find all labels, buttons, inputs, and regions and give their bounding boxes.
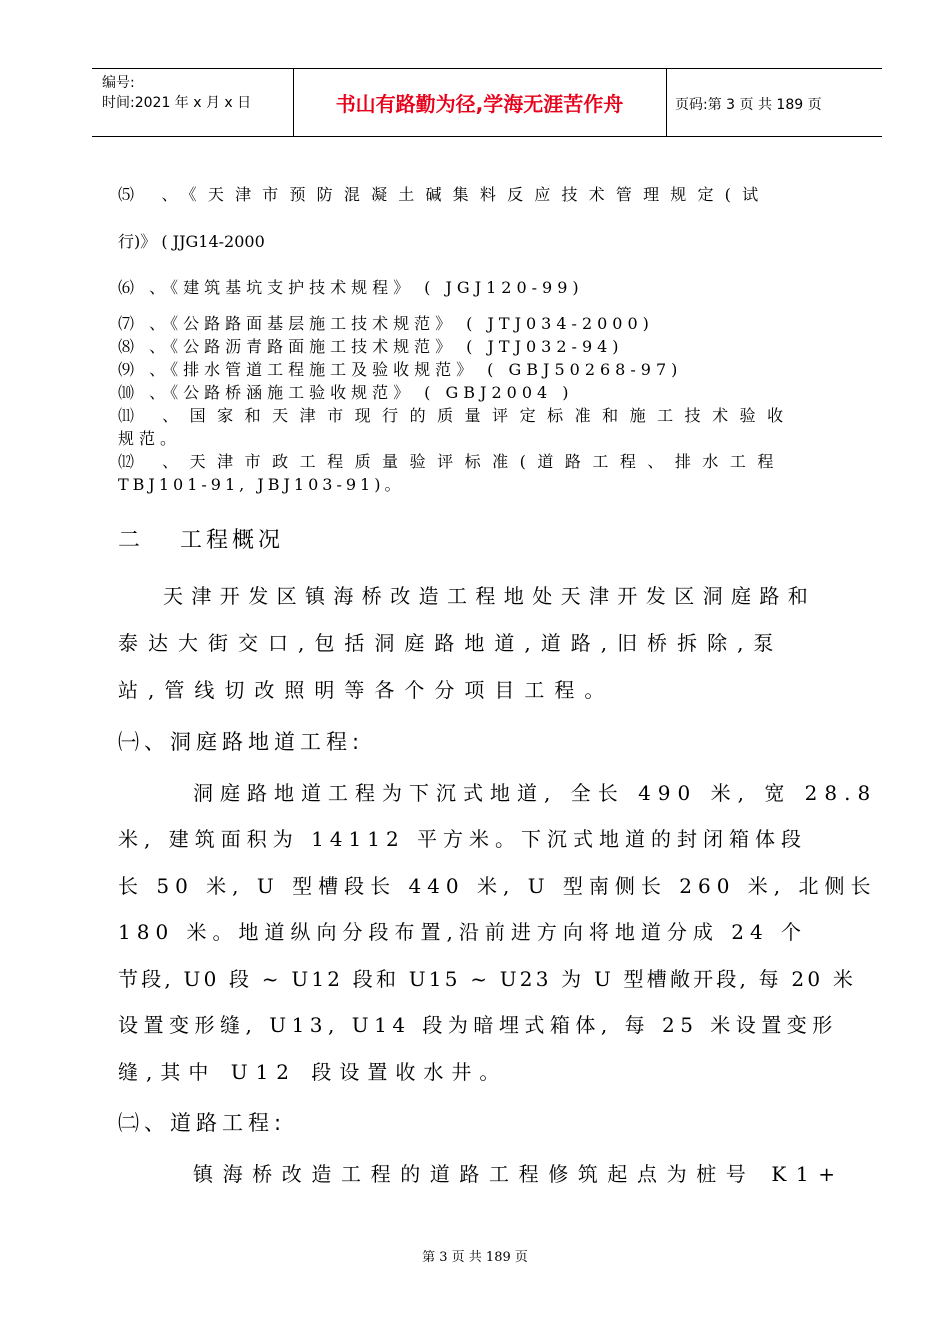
reference-10: ⑽ 、《公路桥涵施工验收规范》 ( GBJ2004 ) (118, 383, 574, 402)
sub1-line-7: 缝,其中 U12 段设置收水井。 (118, 1060, 508, 1084)
sub1-line-6: 设置变形缝, U13, U14 段为暗埋式箱体, 每 25 米设置变形 (118, 1013, 838, 1037)
sub1-line-1: 洞庭路地道工程为下沉式地道, 全长 490 米, 宽 28.8 (193, 781, 878, 805)
time-label: 时间:2021 年 x 月 x 日 (102, 95, 252, 111)
serial-label: 编号: (102, 75, 135, 91)
reference-7: ⑺ 、《公路路面基层施工技术规范》 ( JTJ034-2000) (118, 314, 654, 333)
subsection-2-title: ㈡、道路工程: (118, 1111, 287, 1135)
header-bottom-rule (92, 136, 882, 137)
section-title: 工程概况 (180, 528, 285, 553)
header-divider-right (666, 68, 667, 136)
header-motto: 书山有路勤为径,学海无涯苦作舟 (335, 92, 624, 116)
intro-line-3: 站,管线切改照明等各个分项目工程。 (118, 678, 615, 702)
page-footer: 第 3 页 共 189 页 (422, 1250, 528, 1265)
sub1-line-2: 米, 建筑面积为 14112 平方米。下沉式地道的封闭箱体段 (118, 827, 808, 851)
reference-5-line1: ⑸ 、《天津市预防混凝土碱集料反应技术管理规定(试 (118, 185, 770, 204)
sub1-line-4: 180 米。地道纵向分段布置,沿前进方向将地道分成 24 个 (118, 920, 808, 944)
header-top-rule (92, 68, 882, 69)
reference-6: ⑹ 、《建筑基坑支护技术规程》 ( JGJ120-99) (118, 278, 584, 297)
sub2-line-1: 镇海桥改造工程的道路工程修筑起点为桩号 K1+ (193, 1162, 845, 1186)
reference-5-line2: 行)》 ( JJG14-2000 (118, 232, 265, 251)
section-number: 二 (118, 528, 141, 553)
intro-line-1: 天津开发区镇海桥改造工程地处天津开发区洞庭路和 (163, 584, 817, 608)
intro-line-2: 泰达大街交口,包括洞庭路地道,道路,旧桥拆除,泵 (118, 631, 784, 655)
reference-9: ⑼ 、《排水管道工程施工及验收规范》 ( GBJ50268-97) (118, 360, 683, 379)
reference-12-line1: ⑿ 、天津市政工程质量验评标准(道路工程、排水工程 (118, 452, 785, 471)
sub1-line-3: 长 50 米, U 型槽段长 440 米, U 型南侧长 260 米, 北侧长 (118, 874, 877, 898)
sub1-line-5: 节段, U0 段 ~ U12 段和 U15 ~ U23 为 U 型槽敞开段, 每 20 米 (118, 967, 857, 991)
reference-11-line1: ⑾ 、国家和天津市现行的质量评定标准和施工技术验收 (118, 406, 795, 425)
section-heading (118, 523, 284, 554)
reference-8: ⑻ 、《公路沥青路面施工技术规范》 ( JTJ032-94) (118, 337, 624, 356)
reference-11-line2: 规范。 (118, 429, 182, 448)
subsection-1-title: ㈠、洞庭路地道工程: (118, 730, 365, 754)
page-label: 页码:第 3 页 共 189 页 (675, 97, 822, 113)
reference-12-line2: TBJ101-91, JBJ103-91)。 (118, 475, 405, 494)
